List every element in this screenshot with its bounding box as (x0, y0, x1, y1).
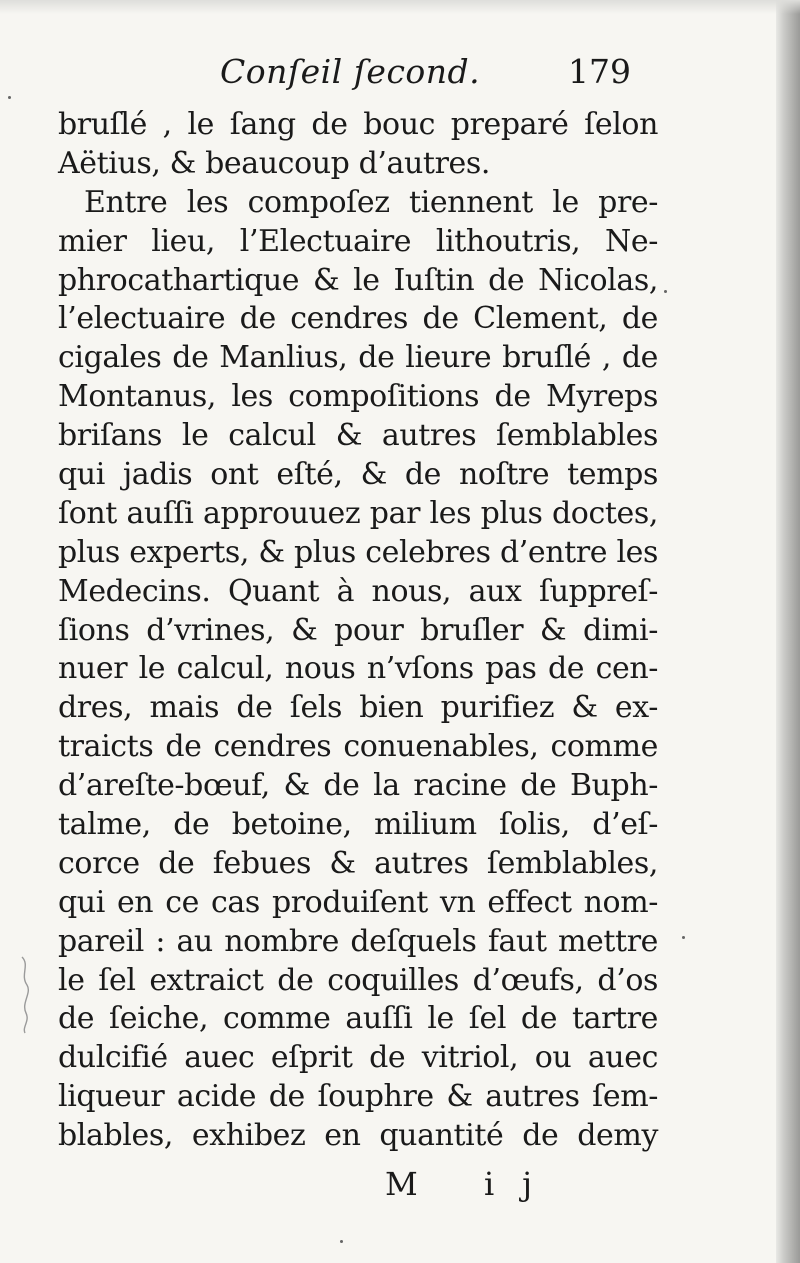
text-line: l’electuaire de cendres de Clement, de (58, 301, 658, 337)
scan-speck (664, 290, 667, 293)
text-line: qui en ce cas produiſent vn effect nom- (58, 884, 658, 920)
text-line: ſions d’vrines, & pour bruſler & dimi- (58, 612, 658, 648)
text-line: cigales de Manlius, de lieure bruſlé , de (58, 340, 658, 376)
text-line: de ſeiche, comme auſſi le ſel de tartre (58, 1001, 658, 1037)
text-line: bruſlé , le ſang de bouc preparé ſelon (58, 107, 658, 142)
text-line: d’areſte-bœuf, & de la racine de Buph- (58, 768, 658, 804)
text-line: dulcifié auec eſprit de vitriol, ou auec (58, 1040, 658, 1076)
scan-border (776, 0, 800, 1263)
text-line: plus experts, & plus celebres d’entre les (58, 534, 658, 570)
text-line: Medecins. Quant à nous, aux ſuppreſ- (58, 573, 658, 609)
text-line: briſans le calcul & autres ſemblables (58, 418, 658, 454)
book-page (58, 48, 658, 1156)
text-line: corce de febues & autres ſemblables, (58, 845, 658, 881)
text-line: nuer le calcul, nous n’vſons pas de cen- (58, 651, 658, 687)
scan-speck (682, 936, 685, 939)
text-line: Entre les compoſez tiennent le pre- (84, 184, 658, 220)
scan-speck (340, 1240, 343, 1243)
scan-speck (8, 96, 11, 99)
text-line: traicts de cendres conuenables, comme (58, 729, 658, 765)
body-text (58, 106, 658, 1156)
text-line: liqueur acide de ſouphre & autres ſem- (58, 1079, 658, 1115)
scan-shadow (0, 0, 800, 14)
text-line: Aëtius, & beaucoup d’autres. (58, 145, 491, 181)
margin-mark (18, 955, 32, 1035)
text-line: talme, de betoine, milium ſolis, d’eſ- (58, 807, 658, 843)
text-line: le ſel extraict de coquilles d’œufs, d’os (58, 962, 658, 998)
text-line: dres, mais de ſels bien purifiez & ex- (58, 690, 658, 726)
running-head (58, 48, 658, 106)
signature-mark: M ij (385, 1165, 561, 1203)
running-title: Conſeil ſecond. (220, 52, 481, 91)
text-line: mier lieu, l’Electuaire lithoutris, Ne- (58, 223, 658, 259)
text-line: Montanus, les compoſitions de Myreps (58, 379, 658, 415)
text-line: blables, exhibez en quantité de demy (58, 1118, 658, 1154)
page-number: 179 (568, 52, 631, 91)
text-line: pareil : au nombre deſquels faut mettre (58, 923, 658, 959)
text-line: phrocathartique & le Iuſtin de Nicolas, (58, 262, 658, 298)
text-line: qui jadis ont eſté, & de noſtre temps (58, 457, 658, 493)
text-line: ſont auſſi approuuez par les plus doctes, (58, 495, 658, 531)
